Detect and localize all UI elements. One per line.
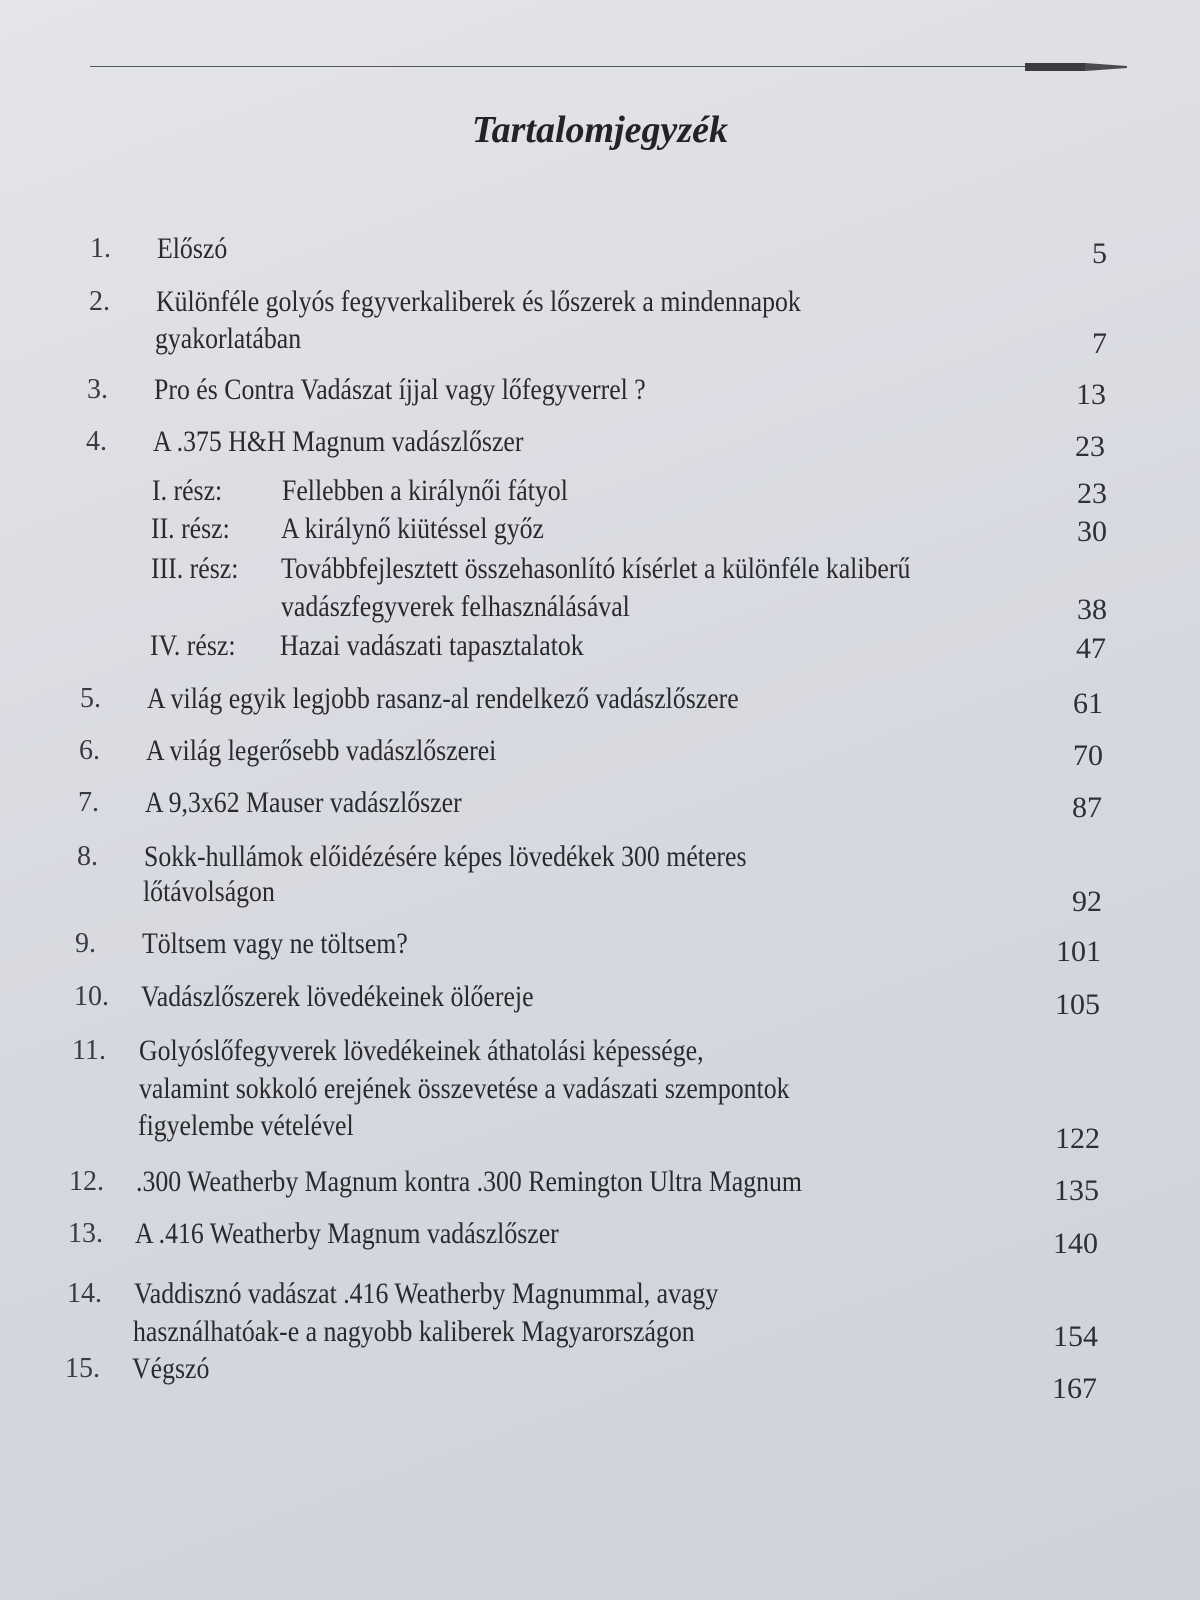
page-number: 105	[1055, 988, 1100, 1021]
entry-number: 5.	[80, 683, 101, 714]
entry-number: 9.	[75, 928, 96, 959]
entry-number: 7.	[78, 787, 99, 818]
page-number: 47	[1076, 632, 1106, 665]
page-number: 167	[1052, 1372, 1097, 1405]
page-number: 140	[1053, 1227, 1098, 1260]
subpart-label: II. rész:	[151, 512, 230, 545]
entry-number: 13.	[68, 1218, 103, 1249]
page-number: 135	[1054, 1174, 1099, 1207]
entry-title: valamint sokkoló erejének összevetése a vadászati szempontok	[139, 1072, 790, 1105]
header-rule	[90, 66, 1025, 67]
page-number: 61	[1073, 687, 1103, 720]
page-number: 30	[1077, 515, 1107, 548]
entry-title: Különféle golyós fegyverkaliberek és lőszerek a mindennapok	[156, 285, 801, 318]
page-number: 7	[1092, 327, 1107, 360]
entry-number: 2.	[89, 286, 110, 317]
page-number: 122	[1055, 1122, 1100, 1155]
entry-title: Vadászlőszerek lövedékeinek ölőereje	[141, 980, 534, 1013]
entry-title: használhatóak-e a nagyobb kaliberek Magyarországon	[133, 1315, 695, 1348]
subpart-label: IV. rész:	[150, 629, 236, 662]
entry-title: Töltsem vagy ne töltsem?	[142, 927, 408, 960]
entry-title: A világ egyik legjobb rasanz-al rendelkező vadászlőszere	[147, 682, 739, 715]
entry-number: 1.	[90, 233, 111, 264]
subpart-label: I. rész:	[152, 474, 223, 507]
entry-title: A világ legerősebb vadászlőszerei	[146, 734, 497, 767]
entry-title: Golyóslőfegyverek lövedékeinek áthatolási képessége,	[139, 1034, 704, 1067]
subpart-title: Fellebben a királynői fátyol	[282, 474, 568, 507]
page-number: 92	[1072, 885, 1102, 918]
entry-number: 10.	[74, 981, 109, 1012]
entry-title: lőtávolságon	[143, 875, 275, 908]
page-title: Tartalomjegyzék	[471, 109, 729, 151]
entry-title: figyelembe vételével	[138, 1109, 354, 1142]
entry-title: Pro és Contra Vadászat íjjal vagy lőfegyverrel ?	[154, 373, 646, 406]
entry-title: Végszó	[132, 1352, 210, 1385]
entry-number: 12.	[69, 1166, 104, 1197]
entry-title: Vaddisznó vadászat .416 Weatherby Magnummal, avagy	[134, 1277, 719, 1310]
subpart-label: III. rész:	[151, 552, 239, 585]
entry-number: 15.	[65, 1353, 100, 1384]
cartridge-icon	[1025, 62, 1127, 72]
entry-title: A .375 H&H Magnum vadászlőszer	[153, 425, 524, 458]
page-number: 70	[1073, 739, 1103, 772]
entry-title: Előszó	[157, 232, 228, 265]
page-number: 23	[1075, 430, 1105, 463]
entry-number: 11.	[72, 1035, 106, 1066]
page-number: 23	[1077, 477, 1107, 510]
entry-title: gyakorlatában	[155, 322, 302, 355]
page-number: 101	[1056, 935, 1101, 968]
page-number: 154	[1053, 1320, 1098, 1353]
entry-title: Sokk-hullámok előidézésére képes lövedékek 300 méteres	[144, 840, 747, 873]
entry-title: .300 Weatherby Magnum kontra .300 Remington Ultra Magnum	[136, 1165, 802, 1198]
page-number: 13	[1076, 378, 1106, 411]
subpart-title: Hazai vadászati tapasztalatok	[280, 629, 584, 662]
entry-title: A .416 Weatherby Magnum vadászlőszer	[135, 1217, 559, 1250]
entry-number: 8.	[77, 841, 98, 872]
page-number: 5	[1092, 237, 1107, 270]
entry-number: 6.	[79, 735, 100, 766]
entry-title: A 9,3x62 Mauser vadászlőszer	[145, 786, 462, 819]
entry-number: 3.	[87, 374, 108, 405]
subpart-title: Továbbfejlesztett összehasonlító kísérlet a különféle kaliberű	[281, 552, 911, 585]
subpart-title: A királynő kiütéssel győz	[281, 512, 544, 545]
entry-number: 4.	[86, 426, 107, 457]
subpart-title: vadászfegyverek felhasználásával	[281, 590, 630, 623]
page-number: 87	[1072, 791, 1102, 824]
entry-number: 14.	[67, 1278, 102, 1309]
page-number: 38	[1077, 593, 1107, 626]
